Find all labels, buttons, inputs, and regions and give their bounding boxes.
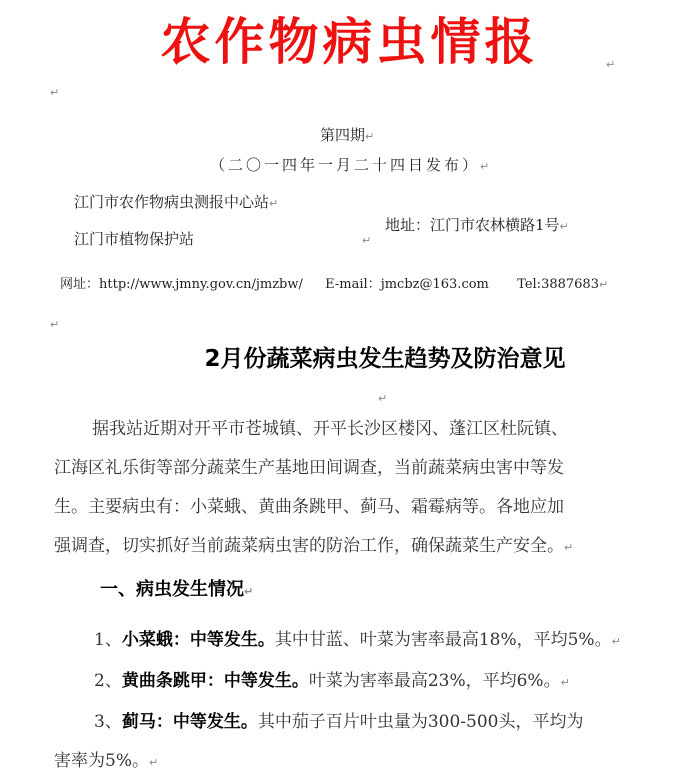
- organization-2: 江门市植物保护站: [74, 230, 195, 248]
- pest-item: 2、黄曲条跳甲：中等发生。叶菜为害率最高23%，平均6%。↵: [94, 671, 570, 691]
- paragraph-mark: ↵: [606, 58, 616, 71]
- intro-line-4: 强调查，切实抓好当前蔬菜病虫害的防治工作，确保蔬菜生产安全。↵: [54, 536, 574, 556]
- pest-item-continuation: 害率为5%。↵: [54, 751, 159, 771]
- newsletter-title: 农作物病虫情报: [160, 12, 539, 71]
- intro-line-1: 据我站近期对开平市苍城镇、开平长沙区楼冈、蓬江区杜阮镇、: [92, 419, 568, 439]
- paragraph-mark: ↵: [378, 392, 388, 405]
- section-heading: 一、病虫发生情况↵: [100, 579, 254, 600]
- pest-item: 1、小菜蛾：中等发生。其中甘蓝、叶菜为害率最高18%，平均5%。↵: [94, 630, 621, 650]
- pest-item: 3、蓟马：中等发生。其中茄子百片叶虫量为300-500头，平均为: [94, 712, 584, 732]
- intro-line-3: 生。主要病虫有：小菜蛾、黄曲条跳甲、蓟马、霜霉病等。各地应加: [54, 497, 564, 517]
- article-title: 2月份蔬菜病虫发生趋势及防治意见: [204, 346, 566, 372]
- contact-line: 网址：http://www.jmny.gov.cn/jmzbw/ E-mail：jmcbz@163.com Tel:3887683↵: [60, 277, 609, 292]
- issue-number: 第四期↵: [320, 126, 375, 144]
- email-address[interactable]: E-mail：jmcbz@163.com: [325, 277, 489, 292]
- paragraph-mark: ↵: [362, 234, 372, 247]
- phone-number: Tel:3887683: [517, 277, 599, 292]
- release-date: （二〇一四年一月二十四日发布）↵: [210, 156, 493, 174]
- address: 地址：江门市农林横路1号↵: [385, 216, 569, 234]
- intro-line-2: 江海区礼乐街等部分蔬菜生产基地田间调查，当前蔬菜病虫害中等发: [54, 458, 564, 478]
- paragraph-mark: ↵: [50, 318, 60, 331]
- organization-1: 江门市农作物病虫测报中心站↵: [74, 193, 279, 211]
- website-link[interactable]: 网址：http://www.jmny.gov.cn/jmzbw/: [60, 277, 303, 292]
- paragraph-mark: ↵: [50, 86, 60, 99]
